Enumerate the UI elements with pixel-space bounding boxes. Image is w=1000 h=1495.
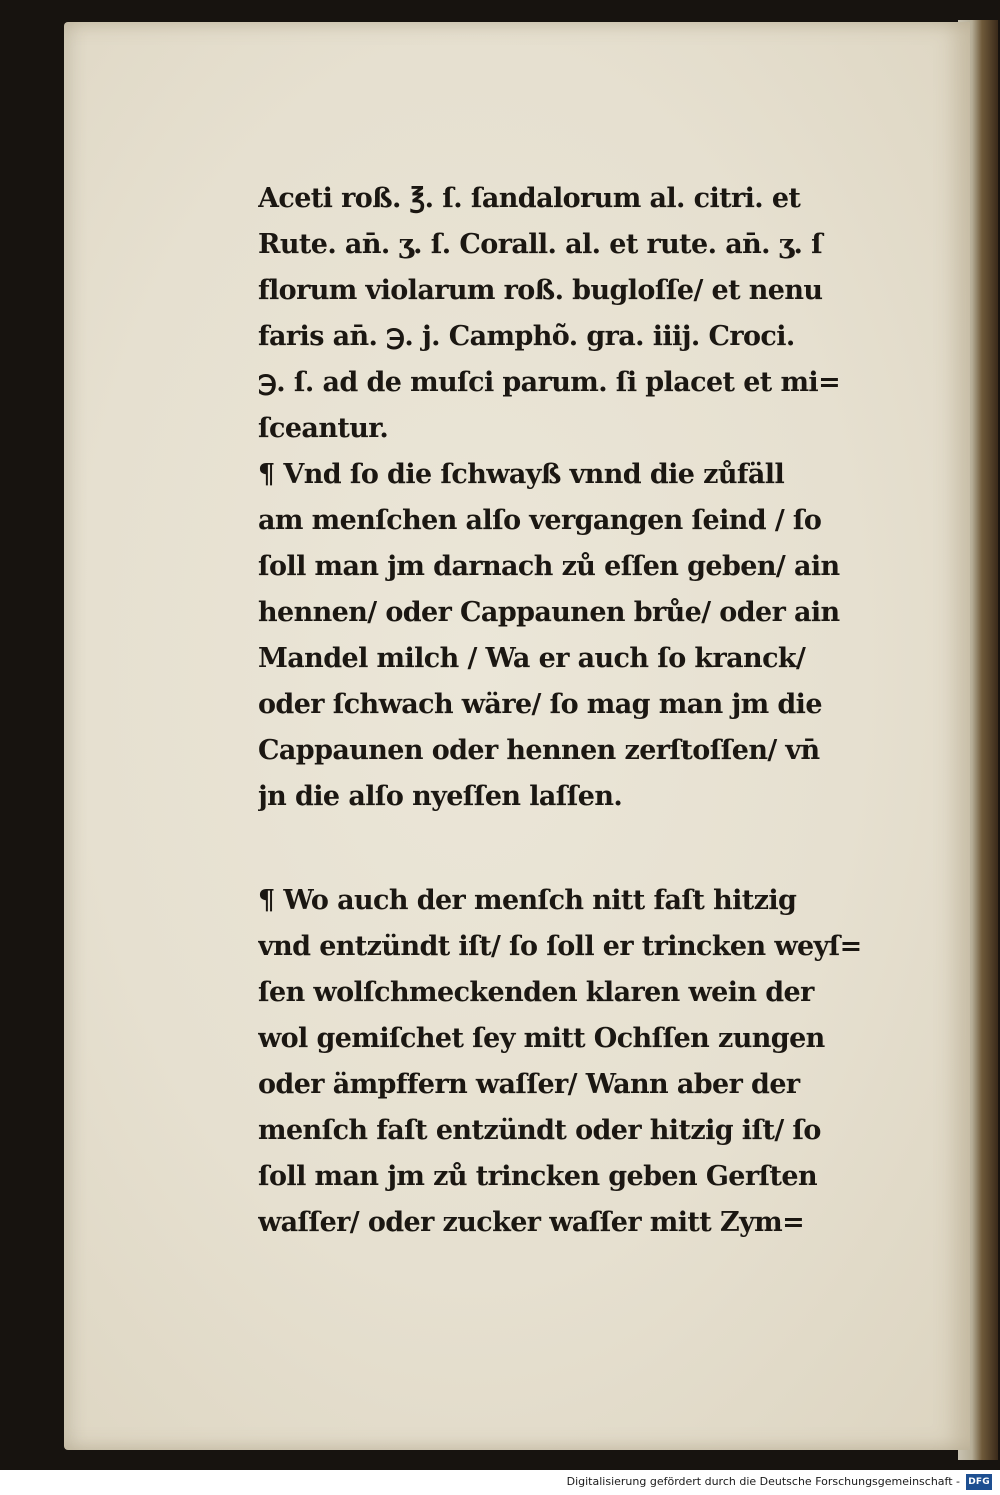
text-line: ℈. ſ. ad de muſci parum. ſi placet et mi= [258,367,841,398]
text-line: faris an̄. ℈. j. Camphõ. gra. iiij. Croci. [258,321,795,352]
text-line: jn die alſo nyeſſen laſſen. [258,781,623,812]
text-line: Cappaunen oder hennen zerſtoſſen/ vn̄ [258,735,820,766]
funding-credit: Digitalisierung gefördert durch die Deutsche Forschungsgemeinschaft - [566,1475,960,1488]
text-line: menſch faſt entzündt oder hitzig iſt/ ſo [258,1115,821,1146]
text-line: florum violarum roß. bugloſſe/ et nenu [258,275,823,306]
paragraph-start-line: ¶ Wo auch der menſch nitt faſt hitzig [258,885,797,916]
text-line: waſſer/ oder zucker waſſer mitt Zym= [258,1207,805,1238]
text-line: Mandel milch / Wa er auch ſo kranck/ [258,643,806,674]
text-line: Rute. an̄. ʒ. ſ. Corall. al. et rute. an̄. ʒ. ſ [258,229,823,260]
text-line: ſoll man jm zů trincken geben Gerſten [258,1161,817,1192]
text-line: oder ſchwach wäre/ ſo mag man jm die [258,689,822,720]
text-line: hennen/ oder Cappaunen brůe/ oder ain [258,597,840,628]
paragraph-start-line: ¶ Vnd ſo die ſchwayß vnnd die zůfäll [258,459,785,490]
page-text [258,176,908,1246]
text-line: ſen wolſchmeckenden klaren wein der [258,977,814,1008]
digitization-footer [0,1470,1000,1495]
text-line: Aceti roß. ℥. ſ. ſandalorum al. citri. et [258,183,801,214]
paragraph-gap [258,820,908,878]
text-line: wol gemiſchet ſey mitt Ochſſen zungen [258,1023,825,1054]
text-line: am menſchen alſo vergangen ſeind / ſo [258,505,822,536]
text-line: oder ämpffern waſſer/ Wann aber der [258,1069,800,1100]
text-line: ſoll man jm darnach zů eſſen geben/ ain [258,551,840,582]
text-line: ſceantur. [258,413,389,444]
dfg-logo-icon: DFG [966,1474,992,1490]
text-line: vnd entzündt iſt/ ſo ſoll er trincken weyſ= [258,931,862,962]
